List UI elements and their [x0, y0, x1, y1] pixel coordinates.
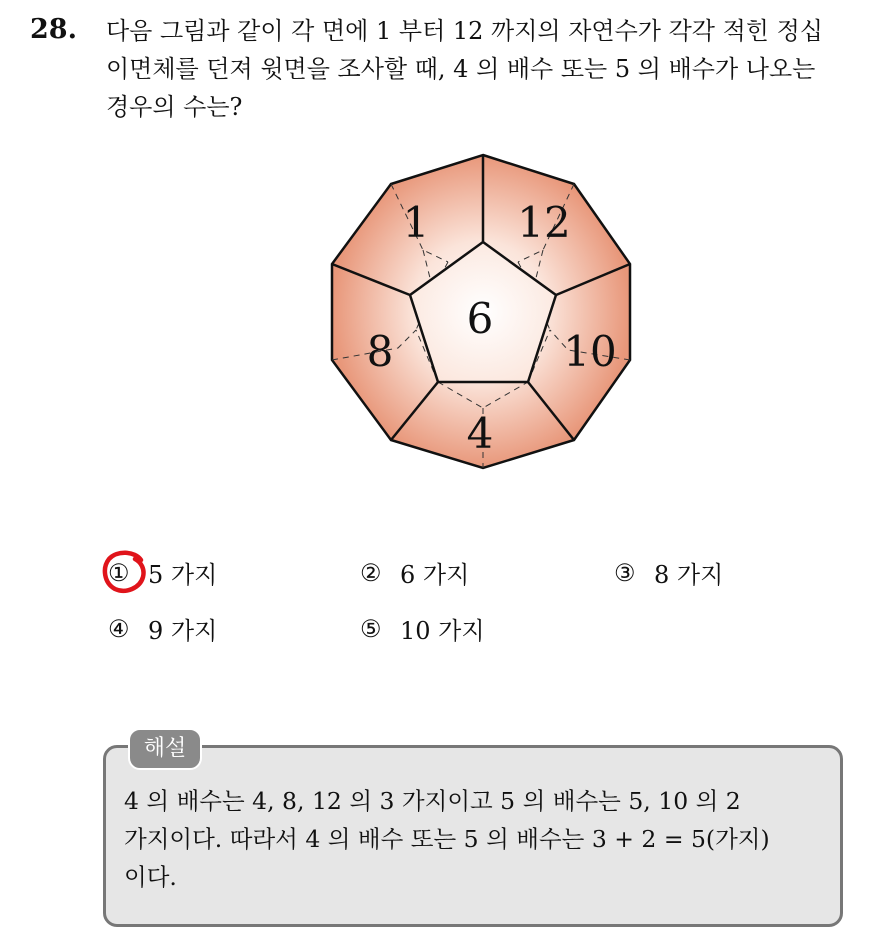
- choice-text: 9 가지: [148, 617, 218, 645]
- dodecahedron-drawing: [328, 150, 638, 470]
- choice-2[interactable]: [360, 555, 469, 590]
- choice-number: ①: [108, 558, 130, 587]
- question-line: 경우의 수는?: [106, 93, 243, 121]
- solution-line: 이다.: [124, 863, 177, 891]
- choice-text: 5 가지: [148, 561, 218, 589]
- face-label-top-left: 1: [402, 198, 430, 247]
- choice-3[interactable]: [614, 555, 723, 590]
- question-number: 28.: [30, 14, 77, 45]
- face-label-right: 10: [563, 327, 617, 376]
- choice-text: 6 가지: [400, 561, 470, 589]
- choice-number: ②: [360, 558, 382, 587]
- dodecahedron-figure: [328, 150, 638, 470]
- choice-number: ⑤: [360, 614, 382, 643]
- solution-text: [124, 782, 834, 896]
- question-line: 다음 그림과 같이 각 면에 1 부터 12 까지의 자연수가 각각 적힌 정십: [106, 17, 823, 45]
- choice-5[interactable]: [360, 611, 485, 646]
- choice-number: ④: [108, 614, 130, 643]
- face-label-top-right: 12: [517, 198, 571, 247]
- choice-4[interactable]: [108, 611, 217, 646]
- choice-text: 8 가지: [654, 561, 724, 589]
- question-line: 이면체를 던져 윗면을 조사할 때, 4 의 배수 또는 5 의 배수가 나오는: [106, 55, 816, 83]
- choice-number: ③: [614, 558, 636, 587]
- choice-1[interactable]: [108, 555, 217, 590]
- solution-tab-label: 해설: [128, 728, 202, 770]
- solution-line: 4 의 배수는 4, 8, 12 의 3 가지이고 5 의 배수는 5, 10 의 2: [124, 787, 741, 815]
- face-label-bottom: 4: [466, 409, 494, 458]
- face-label-left: 8: [366, 327, 394, 376]
- question-text: [106, 12, 866, 126]
- face-label-center: 6: [466, 294, 494, 343]
- solution-line: 가지이다. 따라서 4 의 배수 또는 5 의 배수는 3 + 2 = 5(가지): [124, 825, 770, 853]
- choice-text: 10 가지: [400, 617, 485, 645]
